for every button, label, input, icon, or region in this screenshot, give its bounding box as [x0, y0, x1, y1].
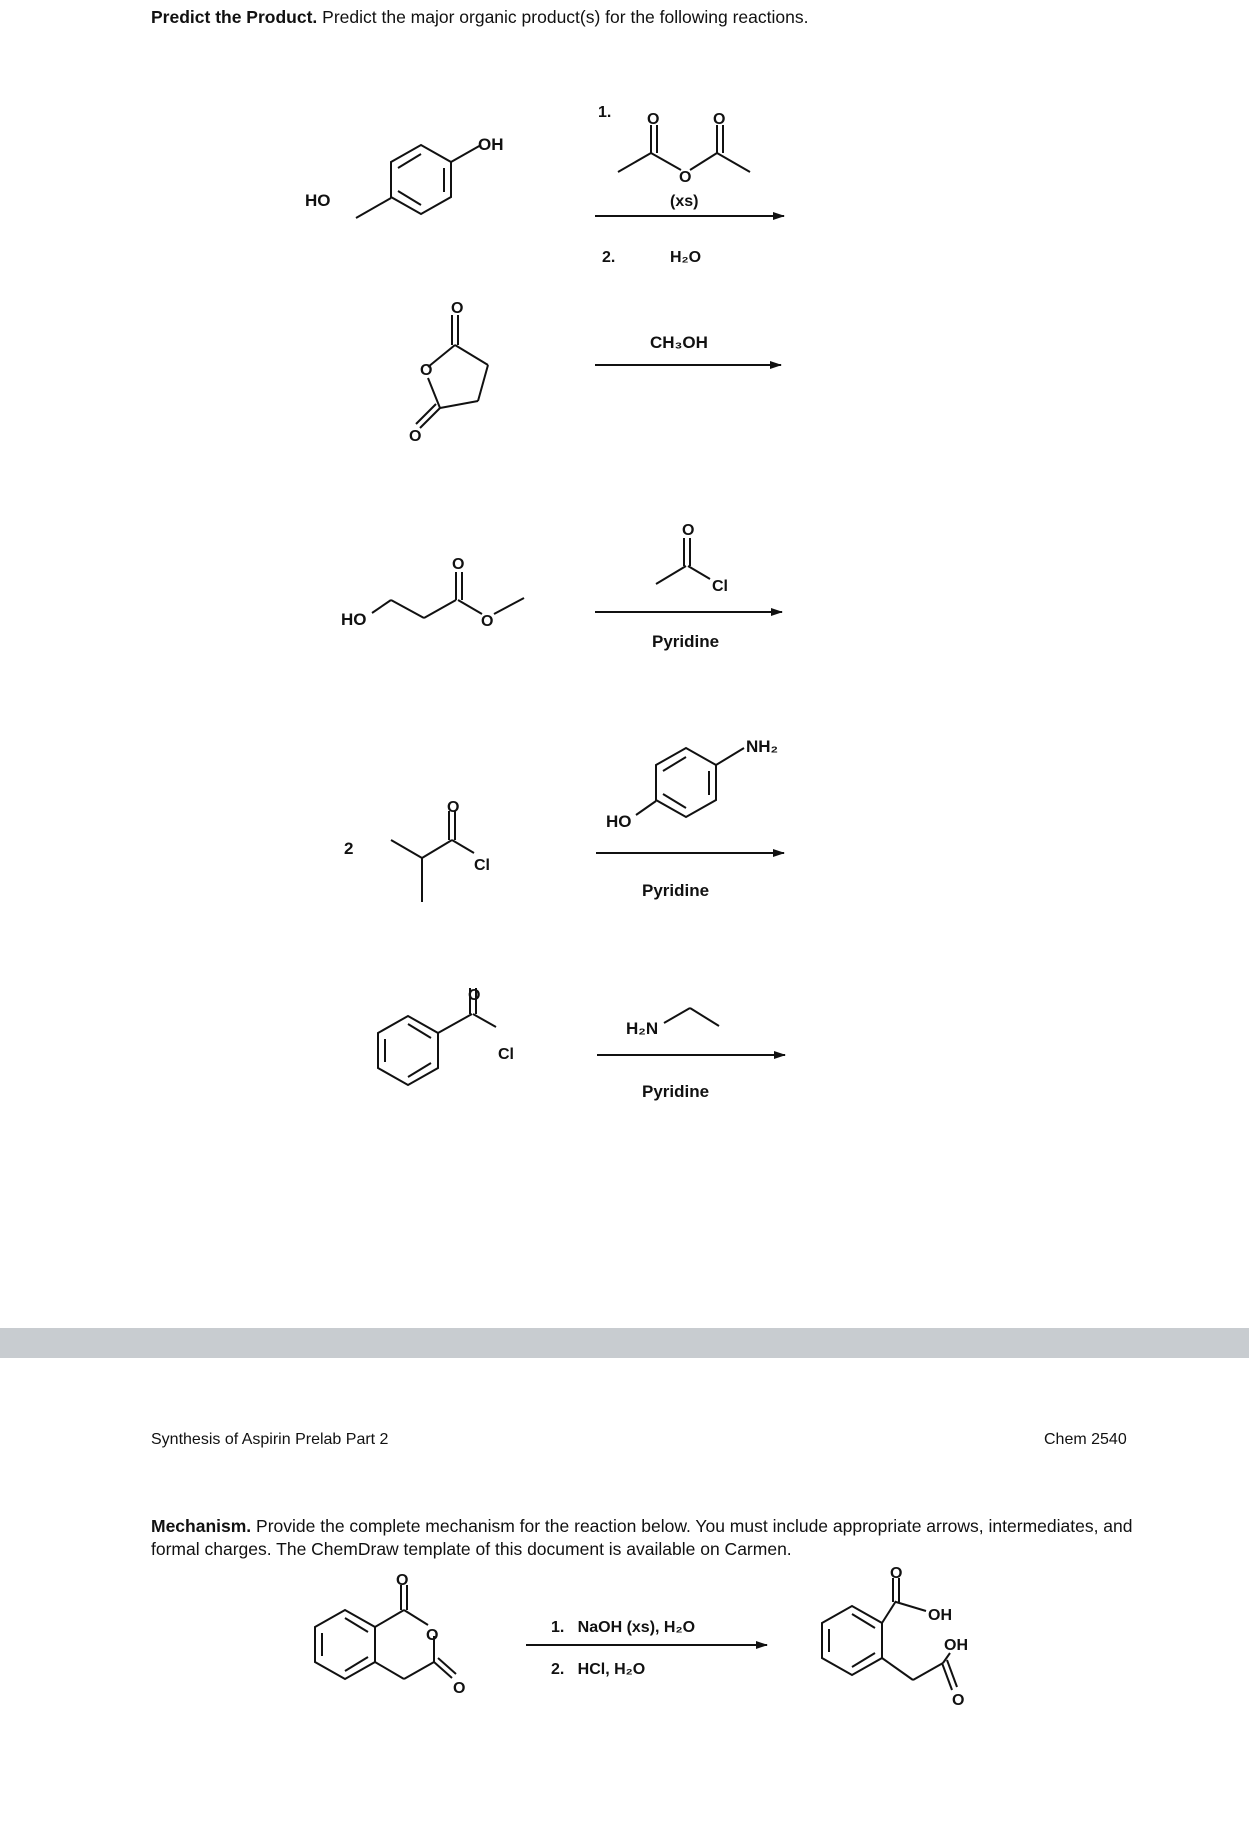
reaction-1-step1-number: 1. — [598, 104, 612, 121]
footer-right-label: Chem 2540 — [1044, 1431, 1127, 1448]
mechanism-heading-bold: Mechanism. — [151, 1516, 252, 1536]
reaction-4-coefficient: 2 — [344, 839, 354, 858]
mechanism-step-1: 1. NaOH (xs), H₂O — [551, 1619, 696, 1636]
reaction-3-ho-label: HO — [341, 610, 367, 629]
reaction-1-oh-label: OH — [478, 135, 504, 154]
reaction-5-reactant-cl: Cl — [498, 1046, 514, 1063]
reaction-2-o-bottom: O — [409, 428, 422, 445]
reaction-3-reagent-cl: Cl — [712, 578, 728, 595]
mechanism-product-o-top: O — [890, 1565, 903, 1582]
reaction-3-solvent: Pyridine — [652, 632, 720, 651]
mechanism-reactant-o-top: O — [396, 1572, 409, 1589]
reaction-1-xs-label: (xs) — [670, 193, 699, 210]
mechanism-product-oh-2: OH — [944, 1637, 968, 1654]
reaction-2-o-top: O — [451, 300, 464, 317]
reaction-3-o-ester: O — [481, 613, 494, 630]
reaction-4-reactant-o: O — [447, 799, 460, 816]
reaction-1-anhydride-o1: O — [647, 111, 660, 128]
mechanism-product-o-bottom: O — [952, 1692, 965, 1709]
predict-heading-bold: Predict the Product. — [151, 7, 318, 27]
reaction-2-reagent: CH₃OH — [650, 333, 708, 352]
reaction-5-reactant-o: O — [468, 987, 481, 1004]
reaction-4-reactant-cl: Cl — [474, 857, 490, 874]
reaction-3-reagent-o: O — [682, 522, 695, 539]
mechanism-step-2: 2. HCl, H₂O — [551, 1661, 646, 1678]
reaction-4-solvent: Pyridine — [642, 881, 710, 900]
mechanism-reactant-o-bottom: O — [453, 1680, 466, 1697]
mechanism-product — [822, 1578, 957, 1690]
reaction-2-o-ring: O — [420, 362, 433, 379]
reaction-1-step2-number: 2. — [602, 249, 616, 266]
reaction-5-reagent-h2n: H₂N — [626, 1019, 659, 1038]
mechanism-product-oh-1: OH — [928, 1607, 952, 1624]
mechanism-heading-text: Provide the complete mechanism for the reaction below. You must include appropriate arrows, intermediates, and formal charges. The ChemDraw template of this document is available on Carmen. — [151, 1516, 1133, 1559]
reaction-1-anhydride-o3: O — [679, 169, 692, 186]
reaction-1-step2-reagent: H₂O — [670, 249, 702, 266]
mechanism-reactant-o-ring: O — [426, 1627, 439, 1644]
reaction-3-o-carbonyl: O — [452, 556, 465, 573]
reaction-1-ho-label: HO — [305, 191, 331, 210]
reaction-4-reagent-ho: HO — [606, 812, 632, 831]
reaction-5-solvent: Pyridine — [642, 1082, 710, 1101]
reaction-1-anhydride-o2: O — [713, 111, 726, 128]
reaction-4-reagent-nh2: NH₂ — [746, 737, 779, 756]
predict-heading-text: Predict the major organic product(s) for the following reactions. — [317, 7, 809, 27]
footer-left-label: Synthesis of Aspirin Prelab Part 2 — [151, 1431, 389, 1448]
